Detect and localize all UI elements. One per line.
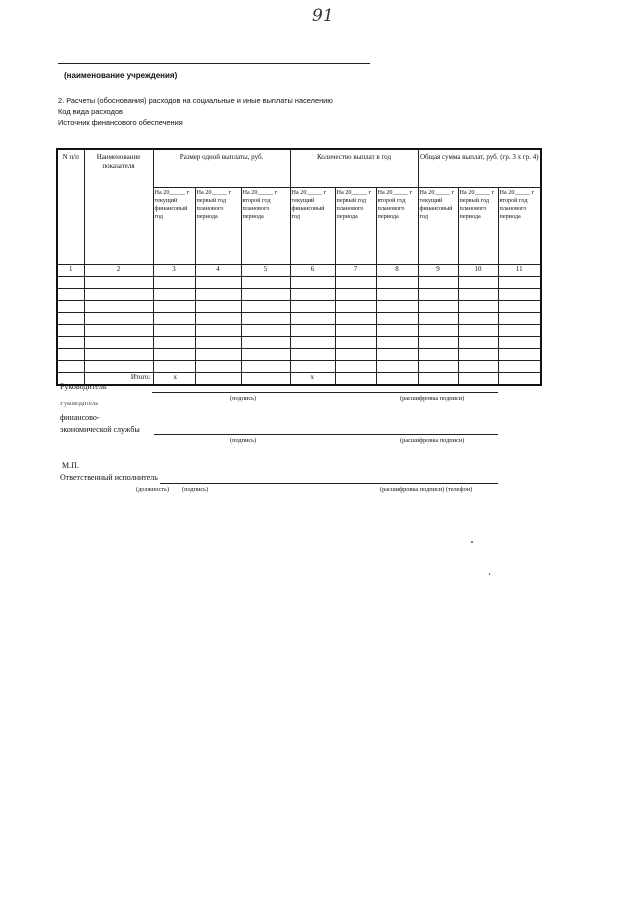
table-cell [458,277,498,289]
table-cell [153,361,195,373]
finance-signature-caption: (подпись) [230,437,257,444]
table-cell [84,361,153,373]
subheader-current-year: На 20_____ г текущий финансовый год [290,188,335,265]
table-row [57,289,541,301]
subheader-first-plan-year: На 20_____ г первый год планового периода [195,188,241,265]
finance-label-line1: финансово- [60,413,100,422]
subheader-second-plan-year: На 20_____ г второй год планового периода [498,188,541,265]
table-cell [57,361,84,373]
table-cell [241,337,290,349]
table-cell [57,325,84,337]
table-cell [498,361,541,373]
executor-label: Ответственный исполнитель [60,473,158,482]
table-cell [153,277,195,289]
table-cell [195,313,241,325]
column-number: 4 [195,265,241,277]
table-cell [458,325,498,337]
subheader-current-year: На 20_____ г текущий финансовый год [418,188,458,265]
head-label: Руководитель [60,382,107,391]
table-cell [418,277,458,289]
finance-decode-caption: (расшифровка подписи) [400,437,465,444]
table-cell [458,361,498,373]
column-number: 10 [458,265,498,277]
table-cell [498,277,541,289]
page-number: 91 [312,6,334,26]
table-cell [376,301,418,313]
table-cell [153,337,195,349]
table-cell [153,289,195,301]
table-row [57,337,541,349]
table-cell [376,277,418,289]
header-total-sum: Общая сумма выплат, руб. (гр. 3 х гр. 4) [418,149,541,188]
table-cell [195,337,241,349]
column-number: 6 [290,265,335,277]
table-cell [498,349,541,361]
table-cell [84,313,153,325]
subheader-first-plan-year: На 20_____ г первый год планового периода [458,188,498,265]
table-cell [458,313,498,325]
column-number: 11 [498,265,541,277]
column-number: 5 [241,265,290,277]
institution-line [58,63,370,64]
column-number: 7 [335,265,376,277]
table-row [57,361,541,373]
table-cell [335,289,376,301]
executor-position-caption: (должность) [136,486,170,493]
table-cell [241,325,290,337]
subheader-second-plan-year: На 20_____ г второй год планового периода [376,188,418,265]
payments-table [56,148,542,386]
table-cell [376,289,418,301]
table-cell [241,289,290,301]
table-cell [84,301,153,313]
head-decode-caption: (расшифровка подписи) [400,395,465,402]
total-x-mark: х [290,373,335,386]
table-cell [84,277,153,289]
column-number: 8 [376,265,418,277]
table-cell [458,289,498,301]
table-row [57,325,541,337]
table-cell [418,349,458,361]
table-cell [376,337,418,349]
table-cell [84,325,153,337]
finance-head-label-overprint: Руководитель [60,402,99,407]
table-cell [290,313,335,325]
section-title: 2. Расчеты (обоснования) расходов на социальные и иные выплаты населению [58,96,333,105]
executor-signature-line [160,483,498,484]
executor-decode-phone-caption: (расшифровка подписи) (телефон) [380,486,473,493]
table-cell [241,277,290,289]
funding-source-label: Источник финансового обеспечения [58,118,183,127]
column-numbers-row [57,265,541,277]
table-cell [153,325,195,337]
table-row [57,301,541,313]
stamp-place: М.П. [62,461,79,470]
table-cell [418,301,458,313]
table-cell [195,361,241,373]
table-cell [195,301,241,313]
table-cell [418,337,458,349]
head-signature-caption: (подпись) [230,395,257,402]
subheader-second-plan-year: На 20_____ г второй год планового периода [241,188,290,265]
header-payment-size: Размер одной выплаты, руб. [153,149,290,188]
table-cell [241,361,290,373]
table-cell [335,313,376,325]
table-cell [335,361,376,373]
table-cell [458,301,498,313]
table-cell [290,289,335,301]
column-number: 3 [153,265,195,277]
header-indicator-name: Наименование показателя [84,149,153,265]
total-x-mark: х [153,373,195,386]
column-number: 9 [418,265,458,277]
table-cell [498,337,541,349]
table-cell [241,301,290,313]
table-cell [57,289,84,301]
table-cell [241,313,290,325]
header-payment-count: Количество выплат в год [290,149,418,188]
table-cell [153,301,195,313]
finance-signature-line [154,434,498,435]
table-cell [376,361,418,373]
section-header [58,95,333,128]
table-cell [458,349,498,361]
table-cell [458,337,498,349]
institution-caption: (наименование учреждения) [64,71,178,80]
table-cell [84,337,153,349]
table-cell [57,337,84,349]
subheader-current-year: На 20_____ г текущий финансовый год [153,188,195,265]
table-cell [418,313,458,325]
column-number: 2 [84,265,153,277]
table-cell [57,301,84,313]
table-cell [290,361,335,373]
head-signature-line [152,392,498,393]
table-cell [241,349,290,361]
table-cell [195,349,241,361]
table-cell [57,277,84,289]
table-cell [335,349,376,361]
table-cell [195,325,241,337]
table-cell [153,349,195,361]
executor-signature-caption: (подпись) [182,486,209,493]
table-cell [290,337,335,349]
table-cell [84,349,153,361]
table-cell [498,301,541,313]
table-cell [418,361,458,373]
table-cell [498,325,541,337]
table-cell [153,313,195,325]
header-np: N п/п [57,149,84,265]
table-cell [335,337,376,349]
table-cell [418,289,458,301]
table-cell [290,277,335,289]
table-cell [335,325,376,337]
table-cell [498,289,541,301]
table-cell [57,349,84,361]
table-cell [290,349,335,361]
table-cell [84,289,153,301]
finance-label-line2: экономической службы [60,425,140,434]
table-row [57,349,541,361]
table-body [57,277,541,373]
total-label: Итого: [84,373,153,386]
table-cell [57,313,84,325]
table-cell [418,325,458,337]
table-cell [376,325,418,337]
table-cell [498,313,541,325]
expense-code-label: Код вида расходов [58,107,123,116]
scan-speck [471,541,473,543]
table-cell [195,277,241,289]
column-number: 1 [57,265,84,277]
table-row [57,313,541,325]
scan-speck [489,573,490,575]
table-row [57,277,541,289]
table-cell [195,289,241,301]
total-row [57,373,541,386]
table-cell [335,277,376,289]
subheader-first-plan-year: На 20_____ г первый год планового периода [335,188,376,265]
table-cell [290,301,335,313]
table-cell [376,349,418,361]
table-cell [376,313,418,325]
table-cell [335,301,376,313]
table-cell [290,325,335,337]
